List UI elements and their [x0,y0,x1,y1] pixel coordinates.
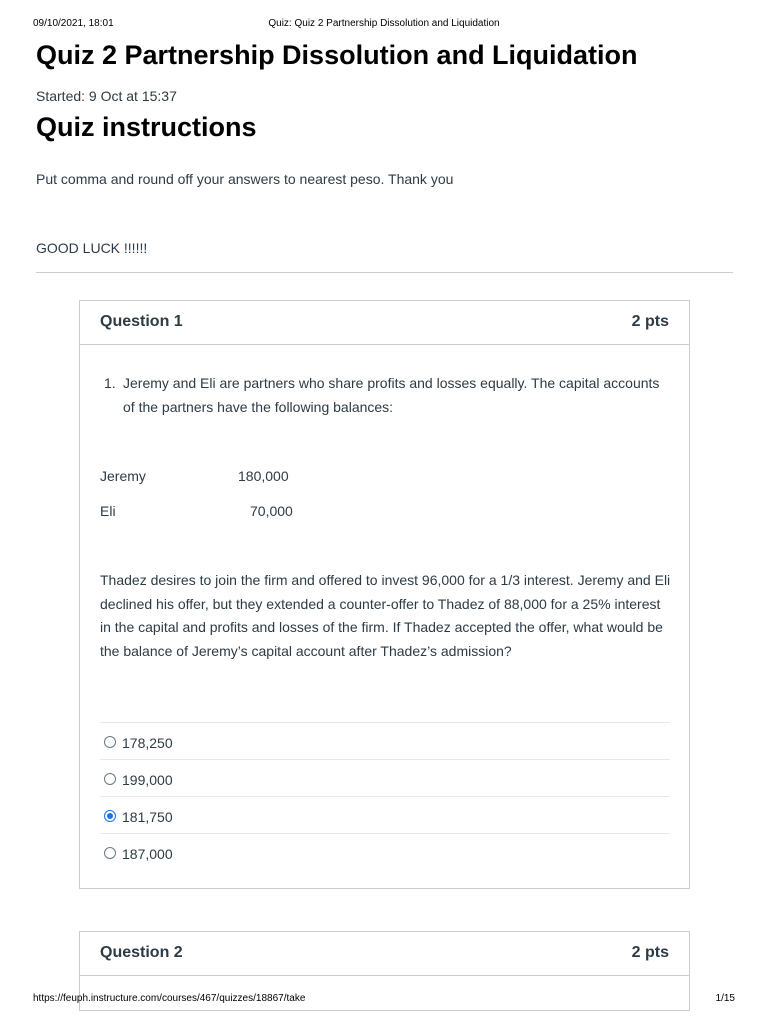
radio-button[interactable] [104,847,116,859]
question-header [80,932,689,976]
answer-option-1[interactable] [100,723,670,760]
answer-label[interactable]: 199,000 [122,772,173,788]
print-title: Quiz: Quiz 2 Partnership Dissolution and Liquidation [268,18,500,29]
question-points: 2 pts [631,944,669,961]
instructions-text: Put comma and round off your answers to nearest peso. Thank you [36,171,454,187]
good-luck-text: GOOD LUCK !!!!!! [36,240,148,256]
answer-option-2[interactable] [100,760,670,797]
balance-row-jeremy [100,465,320,489]
radio-button[interactable] [104,773,116,785]
started-timestamp: Started: 9 Oct at 15:37 [36,88,177,104]
radio-button-selected[interactable] [104,810,116,822]
question-item [104,372,663,419]
balance-amount: 70,000 [250,503,293,519]
question-item-number: 1. [104,375,116,391]
divider [36,272,733,273]
print-datetime: 09/10/2021, 18:01 [33,18,114,29]
answer-label[interactable]: 178,250 [122,735,173,751]
question-header [80,301,689,345]
question-1-card [79,300,690,889]
print-url: https://feuph.instructure.com/courses/467/quizzes/18867/take [33,993,306,1004]
page-title: Quiz 2 Partnership Dissolution and Liquidation [36,40,638,70]
question-scenario: Thadez desires to join the firm and offered to invest 96,000 for a 1/3 interest. Jeremy and Eli declined his offer, but they extended a counter-offer to Thadez of 88,000 for a 25% interest in the capital and profits and losses of the firm. If Thadez accepted the offer, what would be the balance of Jeremy’s capital account after Thadez’s admission? [100,572,671,659]
question-points: 2 pts [631,313,669,330]
print-footer [33,993,735,1007]
question-item-text: Jeremy and Eli are partners who share profits and losses equally. The capital accounts of the partners have the following balances: [123,375,660,415]
instructions-heading: Quiz instructions [36,112,257,142]
balance-name: Jeremy [100,468,146,484]
radio-button[interactable] [104,736,116,748]
balance-name: Eli [100,503,116,519]
answer-option-4[interactable] [100,834,670,871]
question-name: Question 1 [100,313,183,330]
print-header [33,18,735,32]
balance-amount: 180,000 [238,468,289,484]
answer-label[interactable]: 187,000 [122,846,173,862]
question-name: Question 2 [100,944,183,961]
answer-label[interactable]: 181,750 [122,809,173,825]
balance-row-eli [100,500,320,524]
answer-list [100,722,670,871]
page-number: 1/15 [715,993,735,1004]
answer-option-3[interactable] [100,797,670,834]
